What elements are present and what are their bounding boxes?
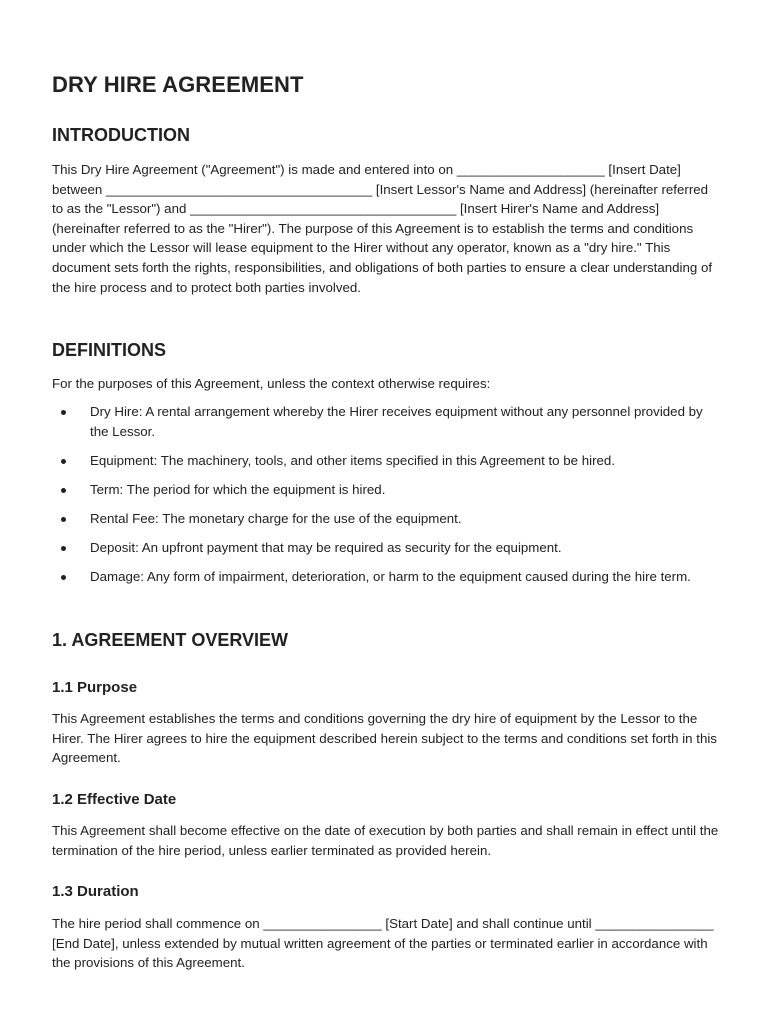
- definition-item: [52, 402, 720, 441]
- definition-item: [52, 451, 720, 471]
- definitions-heading: DEFINITIONS: [52, 340, 167, 360]
- document-title: DRY HIRE AGREEMENT: [52, 72, 304, 97]
- definitions-list: [52, 402, 720, 596]
- agreement-overview-heading: 1. AGREEMENT OVERVIEW: [52, 630, 289, 650]
- definition-item: [52, 538, 720, 558]
- definition-text: Equipment: The machinery, tools, and other items specified in this Agreement to be hired.: [90, 452, 616, 468]
- effective-date-heading: 1.2 Effective Date: [52, 791, 177, 808]
- bullet-icon: [61, 517, 66, 522]
- bullet-icon: [61, 488, 66, 493]
- bullet-icon: [61, 410, 66, 415]
- definition-text: Rental Fee: The monetary charge for the use of the equipment.: [90, 510, 462, 526]
- introduction-heading: INTRODUCTION: [52, 125, 190, 145]
- duration-paragraph: The hire period shall commence on ________________ [Start Date] and shall continue until ________________ [End Date], unless extended by mutual written agreement of the parties or terminated earlier in accordance with the provisions of this Agreement.: [52, 916, 714, 971]
- purpose-heading: 1.1 Purpose: [52, 679, 138, 696]
- duration-heading: 1.3 Duration: [52, 883, 139, 900]
- introduction-paragraph: This Dry Hire Agreement ("Agreement") is made and entered into on ____________________ [Insert Date] between ____________________________________ [Insert Lessor's Name and Address] (hereinafter referred to as the "Lessor") and ____________________________________ [Insert Hirer's Name and Address] (hereinafter referred to as the "Hirer"). The purpose of this Agreement is to establish the terms and conditions under which the Lessor will lease equipment to the Hirer without any operator, known as a "dry hire." This document sets forth the rights, responsibilities, and obligations of both parties to ensure a clear understanding of the hire process and to protect both parties involved.: [52, 162, 713, 295]
- definition-text: Damage: Any form of impairment, deterioration, or harm to the equipment caused during the hire term.: [90, 569, 691, 585]
- definition-item: [52, 509, 720, 529]
- definitions-intro: For the purposes of this Agreement, unless the context otherwise requires:: [52, 376, 491, 391]
- definition-item: [52, 480, 720, 500]
- definition-item: [52, 567, 720, 587]
- bullet-icon: [61, 546, 66, 551]
- effective-date-paragraph: This Agreement shall become effective on the date of execution by both parties and shall remain in effect until the termination of the hire period, unless earlier terminated as provided herein.: [52, 823, 719, 858]
- definition-text: Term: The period for which the equipment is hired.: [90, 481, 386, 497]
- definition-text: Deposit: An upfront payment that may be required as security for the equipment.: [90, 539, 562, 555]
- bullet-icon: [61, 575, 66, 580]
- bullet-icon: [61, 459, 66, 464]
- purpose-paragraph: This Agreement establishes the terms and conditions governing the dry hire of equipment by the Lessor to the Hirer. The Hirer agrees to hire the equipment described herein subject to the terms and conditions set forth in this Agreement.: [52, 711, 717, 766]
- definition-text: Dry Hire: A rental arrangement whereby the Hirer receives equipment without any personnel provided by the Lessor.: [90, 404, 703, 439]
